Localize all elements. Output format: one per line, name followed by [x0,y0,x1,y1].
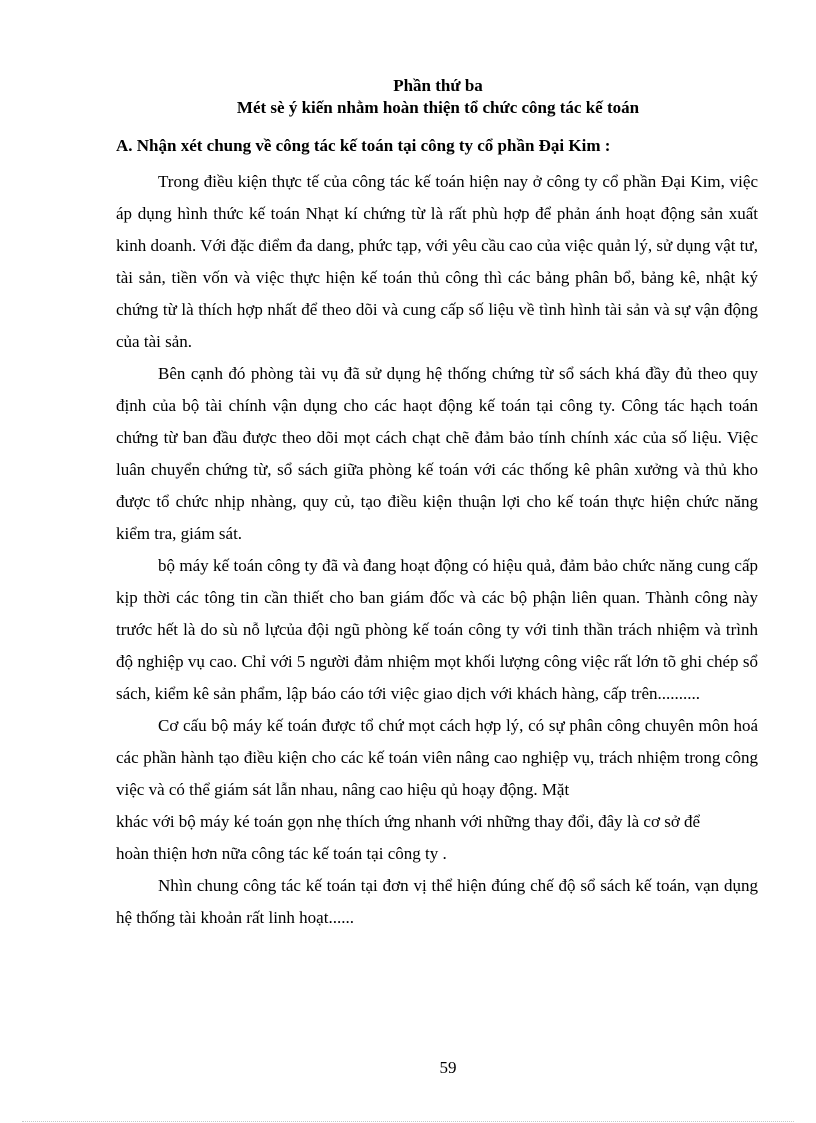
part-title: Phần thứ ba [393,76,483,95]
footer-divider [22,1121,794,1122]
paragraph: Nhìn chung công tác kế toán tại đơn vị thể hiện đúng chế độ sổ sách kế toán, vạn dụng hệ thống tài khoản rất linh hoạt...... [116,876,758,927]
paragraph: hoàn thiện hơn nữa công tác kế toán tại công ty . [116,844,447,863]
section-heading: A. Nhận xét chung về công tác kế toán tại công ty cổ phần Đại Kim : [116,136,611,155]
body-text [116,166,758,934]
chapter-title: Mét sè ý kiến nhằm hoàn thiện tổ chức công tác kế toán [236,98,640,117]
paragraph: khác với bộ máy ké toán gọn nhẹ thích ứng nhanh với những thay đổi, đây là cơ sở để [116,812,701,831]
paragraph: Trong điều kiện thực tế của công tác kế toán hiện nay ở công ty cổ phần Đại Kim, việc áp dụng hình thức kế toán Nhạt kí chứng từ là rất phù hợp để phản ánh hoạt động sản xuất kinh doanh. Với đặc điểm đa dang, phức tạp, với yêu cầu cao của việc quản lý, sử dụng vật tư, tài sản, tiền vốn và việc thực hiện kế toán thủ công thì các bảng phân bổ, bảng kê, nhật ký chứng từ là thích hợp nhất để theo dõi và cung cấp số liệu về tình hình tài sản và sự vận động của tài sản. [116,172,758,351]
paragraph: Bên cạnh đó phòng tài vụ đã sử dụng hệ thống chứng từ sổ sách khá đầy đủ theo quy định của bộ tài chính vận dụng cho các haọt động kế toán tại công ty. Công tác hạch toán chứng từ ban đầu được theo dõi mọt cách chạt chẽ đảm bảo tính chính xác của số liệu. Việc luân chuyển chứng từ, sổ sách giữa phòng kế toán với các thống kê phân xưởng và thủ kho được tổ chức nhịp nhàng, quy củ, tạo điều kiện thuận lợi cho kế toán thực hiện chức năng kiểm tra, giám sát. [116,364,758,543]
paragraph: Cơ cấu bộ máy kế toán được tổ chứ mọt cách hợp lý, có sự phân công chuyên môn hoá các phần hành tạo điều kiện cho các kế toán viên nâng cao nghiệp vụ, trách nhiệm trong công việc và có thể giám sát lẫn nhau, nâng cao hiệu qủ hoạy động. Mặt [116,716,758,799]
page-number: 59 [439,1058,457,1077]
paragraph: bộ máy kế toán công ty đã và đang hoạt động có hiệu quả, đảm bảo chức năng cung cấp kịp thời các tông tin cần thiết cho ban giám đốc và các bộ phận liên quan. Thành công này trước hết là do sù nỗ lựcủa đội ngũ phòng kế toán công ty với tinh thần trách nhiệm và trình độ nghiệp vụ cao. Chỉ với 5 người đảm nhiệm mọt khối lượng công việc rất lớn tõ ghi chép sổ sách, kiểm kê sản phẩm, lập báo cáo tới việc giao dịch với khách hàng, cấp trên.......... [116,556,758,703]
